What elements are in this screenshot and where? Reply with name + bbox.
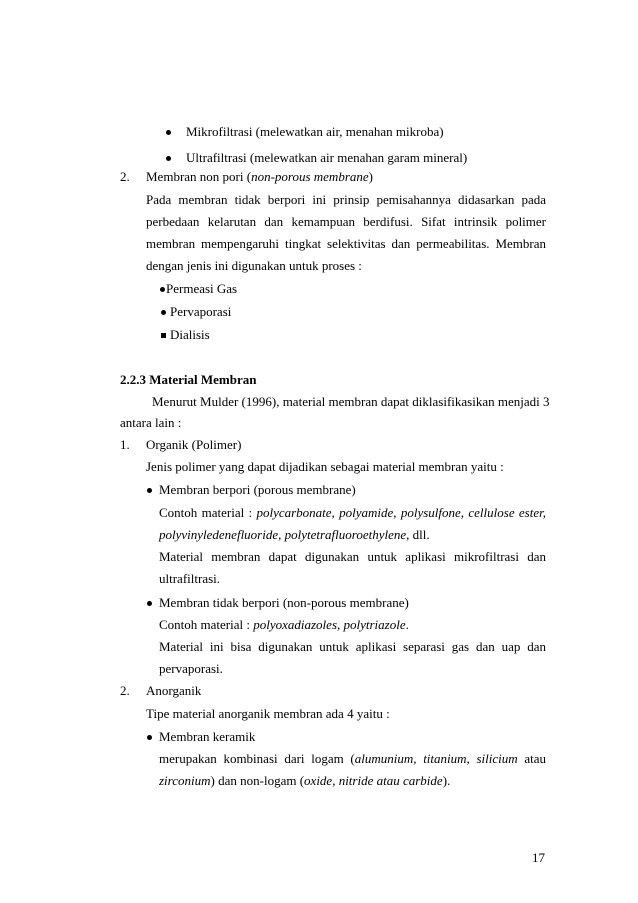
paragraph-line: Contoh material : polyoxadiazoles, polytriazole. (159, 617, 409, 632)
paragraph-line: dengan jenis ini digunakan untuk proses : (146, 258, 362, 273)
item-title: Organik (Polimer) (146, 437, 242, 452)
list-item: Membran keramik (159, 729, 256, 744)
bullet-icon (166, 130, 171, 135)
list-item: Permeasi Gas (166, 281, 238, 296)
list-number: 1. (120, 437, 130, 452)
list-item: Pervaporasi (170, 304, 232, 319)
paragraph-line: Contoh material : polycarbonate, polyamide, polysulfone, cellulose ester, (159, 505, 546, 520)
list-number: 2. (120, 169, 130, 184)
paragraph-line: Tipe material anorganik membran ada 4 yaitu : (146, 706, 390, 721)
bullet-icon (147, 488, 152, 493)
paragraph-line: antara lain : (120, 415, 182, 430)
bullet-icon (166, 156, 171, 161)
bullet-icon (147, 601, 152, 606)
page-number: 17 (532, 850, 545, 865)
item-title: Membran non pori (non-porous membrane) (146, 169, 373, 184)
paragraph-line: merupakan kombinasi dari logam (alumunium, titanium, silicium atau (159, 751, 547, 766)
list-item: Ultrafiltrasi (melewatkan air menahan garam mineral) (186, 150, 468, 165)
paragraph-line: zirconium) dan non-logam (oxide, nitride atau carbide). (159, 773, 451, 788)
list-item: Membran berpori (porous membrane) (159, 482, 356, 497)
section-heading: 2.2.3 Material Membran (120, 372, 257, 387)
bullet-icon (160, 287, 165, 292)
paragraph-line: Pada membran tidak berpori ini prinsip pemisahannya didasarkan pada (146, 192, 546, 207)
paragraph-line: polyvinyledenefluoride, polytetrafluoroethylene, dll. (159, 527, 430, 542)
paragraph-line: Menurut Mulder (1996), material membran dapat diklasifikasikan menjadi 3 (152, 394, 550, 409)
item-title: Anorganik (146, 683, 202, 698)
bullet-icon (147, 735, 152, 740)
square-bullet-icon (161, 333, 166, 338)
list-item: Membran tidak berpori (non-porous membrane) (159, 595, 409, 610)
list-item: Dialisis (170, 327, 210, 342)
paragraph-line: pervaporasi. (159, 661, 223, 676)
paragraph-line: ultrafiltrasi. (159, 571, 221, 586)
paragraph-line: Material membran dapat digunakan untuk aplikasi mikrofiltrasi dan (159, 549, 546, 564)
paragraph-line: Material ini bisa digunakan untuk aplikasi separasi gas dan uap dan (159, 639, 546, 654)
list-item: Mikrofiltrasi (melewatkan air, menahan mikroba) (186, 124, 444, 139)
bullet-icon (161, 310, 166, 315)
paragraph-line: Jenis polimer yang dapat dijadikan sebagai material membran yaitu : (146, 459, 504, 474)
paragraph-line: perbedaan kelarutan dan kemampuan berdifusi. Sifat intrinsik polimer (146, 214, 546, 229)
list-number: 2. (120, 683, 130, 698)
paragraph-line: membran mempengaruhi tingkat selektivitas dan permeabilitas. Membran (146, 236, 546, 251)
